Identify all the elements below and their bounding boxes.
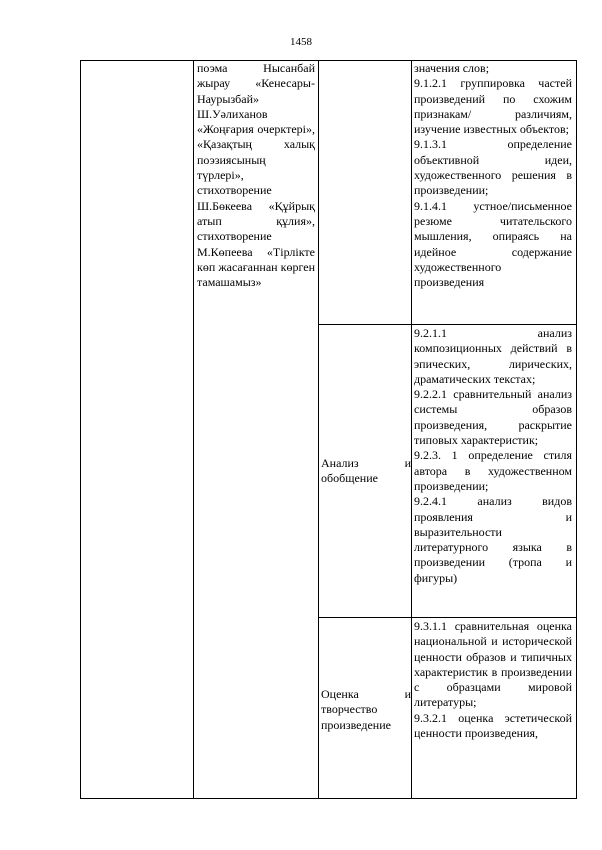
page-number: 1458	[290, 36, 312, 48]
literary-works-cell	[197, 61, 315, 290]
section-title: Анализ и обобщение	[321, 456, 411, 486]
learning-goal: 9.1.2.1 группировка частей произведений по схожим признакам/ различиям, изучение известных объектов;	[414, 76, 572, 137]
column-divider-2	[318, 60, 319, 799]
section-cell-evaluation	[321, 687, 411, 733]
section-title: Оценка и творчество произведение	[321, 687, 411, 732]
learning-goal: 9.2.2.1 сравнительный анализ системы образов произведения, раскрытие типовых характеристик;	[414, 387, 572, 448]
learning-goal: 9.2.4.1 анализ видов проявления и выразительности литературного языка в произведении (тропа и фигуры)	[414, 494, 572, 585]
table-border-right	[576, 60, 577, 799]
column-divider-3	[411, 60, 412, 799]
row-divider-2	[318, 617, 577, 618]
learning-goal: 9.2.1.1 анализ композиционных действий в эпических, лирических, драматических текстах;	[414, 326, 572, 386]
section-cell-analysis	[321, 456, 411, 487]
learning-goal: 9.1.3.1 определение объективной идеи, художественного решения в произведении;	[414, 137, 572, 198]
curriculum-table	[80, 60, 577, 799]
learning-goal: 9.3.1.1 сравнительная оценка национальной и исторической ценности образов и типичных характеристик в произведении с образцами мировой литературы;	[414, 619, 572, 710]
column-divider-1	[193, 60, 194, 799]
learning-goal: 9.2.3. 1 определение стиля автора в художественном произведении;	[414, 448, 572, 493]
learning-goals-cell-3	[414, 619, 572, 741]
learning-goals-cell-1	[414, 61, 572, 290]
literary-works-text: поэма Нысанбай жырау «Кенесары-Наурызбай» Ш.Уәлиханов «Жоңғария очерктері», «Қазақтың халық поэзиясының түрлері», стихотворение Ш.Бөкеева «Құйрық атып құлия», стихотворение М.Көпеева «Тірлікте көп жасағаннан көрген тамашамыз»	[197, 61, 315, 290]
table-border-bottom	[80, 798, 577, 799]
learning-goal: 9.3.2.1 оценка эстетической ценности произведения,	[414, 710, 572, 741]
table-border-left	[80, 60, 81, 799]
learning-goal: значения слов;	[414, 61, 490, 75]
row-divider-1	[318, 324, 577, 325]
learning-goal: 9.1.4.1 устное/письменное резюме читательского мышления, опираясь на идейное содержание художественного произведения	[414, 198, 572, 290]
learning-goals-cell-2	[414, 326, 572, 586]
